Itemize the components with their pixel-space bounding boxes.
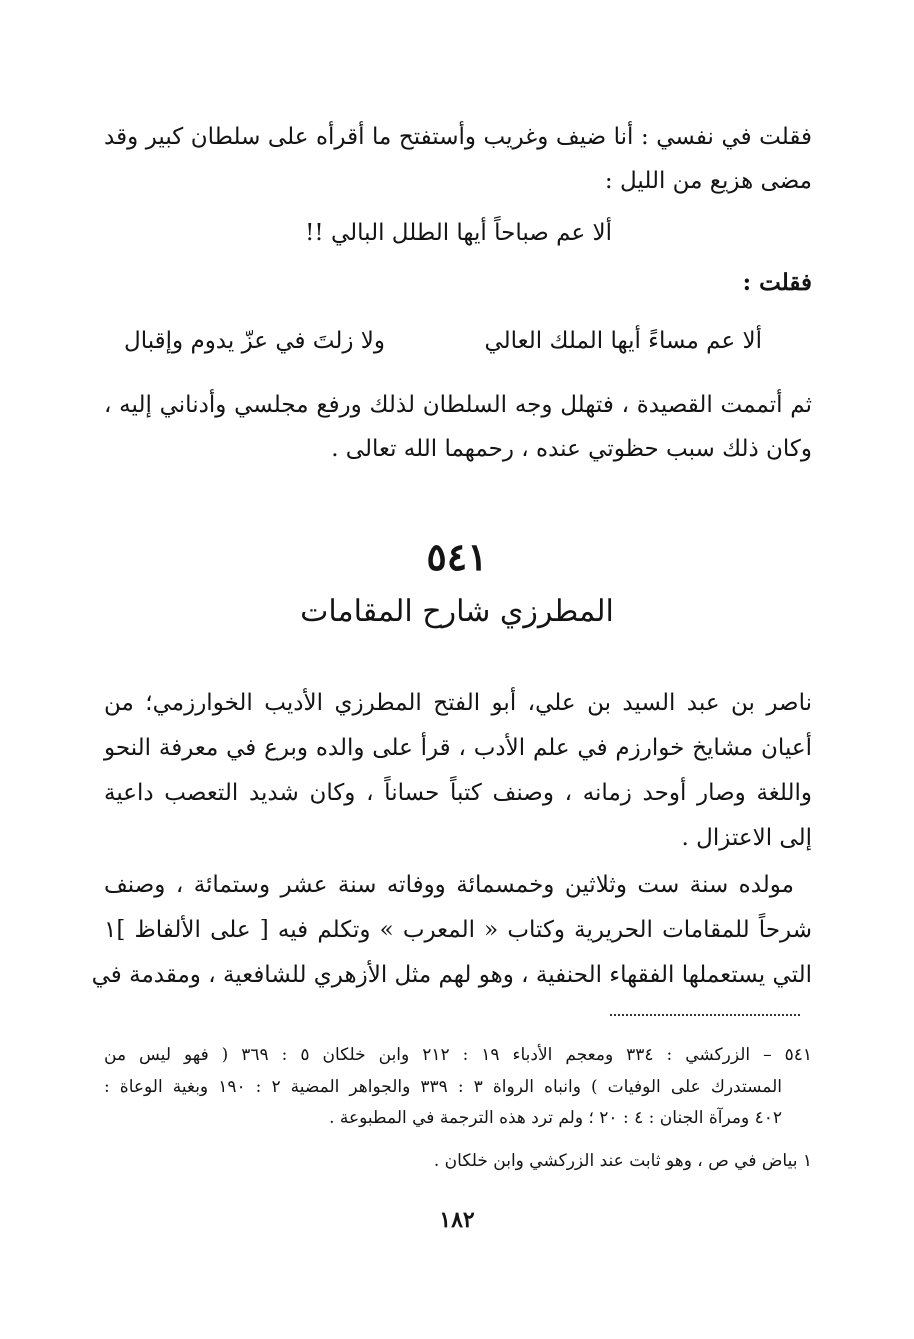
footnote-line: ١ بياض في ص ، وهو ثابت عند الزركشي وابن خلكان .	[433, 1151, 812, 1171]
body-line: التي يستعملها الفقهاء الحنفية ، وهو لهم مثل الأزهري للشافعية ، ومقدمة في	[91, 962, 812, 988]
entry-title: المطرزي شارح المقامات	[300, 594, 614, 629]
body-line: ناصر بن عبد السيد بن علي، أبو الفتح المطرزي الأديب الخوارزمي؛ من	[104, 690, 812, 716]
body-line: مولده سنة ست وثلاثين وخمسمائة ووفاته سنة عشر وستمائة ، وصنف	[104, 872, 794, 898]
verse-hemistich-left: ولا زلتَ في عزّ يدوم وإقبال	[124, 328, 386, 354]
entry-number: ٥٤١	[426, 534, 488, 579]
body-line: إلى الاعتزال .	[681, 825, 812, 851]
body-line: فقلت :	[742, 269, 812, 296]
body-line: مضى هزيع من الليل :	[604, 168, 812, 194]
verse-hemistich-right: ألا عم مساءً أيها الملك العالي	[484, 328, 762, 354]
footnote-line: المستدرك على الوفيات ) وانباه الرواة ٣ : ٣٣٩ والجواهر المضية ٢ : ١٩٠ وبغية الوعاة :	[104, 1077, 783, 1097]
verse-line: ألا عم صباحاً أيها الطلل البالي !!	[305, 220, 612, 246]
page-number: ١٨٢	[439, 1207, 475, 1233]
body-line: واللغة وصار أوحد زمانه ، وصنف كتباً حساناً ، وكان شديد التعصب داعية	[104, 780, 812, 806]
footnote-separator	[610, 1014, 800, 1016]
body-line: فقلت في نفسي : أنا ضيف وغريب وأستفتح ما أقرأه على سلطان كبير وقد	[104, 124, 812, 150]
footnote-line: ٥٤١ – الزركشي : ٣٣٤ ومعجم الأدباء ١٩ : ٢١٢ وابن خلكان ٥ : ٣٦٩ ( فهو ليس من	[104, 1045, 812, 1065]
body-line: وكان ذلك سبب حظوتي عنده ، رحمهما الله تعالى .	[331, 436, 812, 462]
body-line: ثم أتممت القصيدة ، فتهلل وجه السلطان لذلك ورفع مجلسي وأدناني إليه ،	[104, 392, 812, 418]
footnote-line: ٤٠٢ ومرآة الجنان : ٤ : ٢٠ ؛ ولم ترد هذه الترجمة في المطبوعة .	[329, 1108, 782, 1128]
body-line: شرحاً للمقامات الحريرية وكتاب « المعرب » وتكلم فيه [ على الألفاظ ]١	[104, 917, 812, 943]
body-line: أعيان مشايخ خوارزم في علم الأدب ، قرأ على والده وبرع في معرفة النحو	[104, 735, 812, 761]
